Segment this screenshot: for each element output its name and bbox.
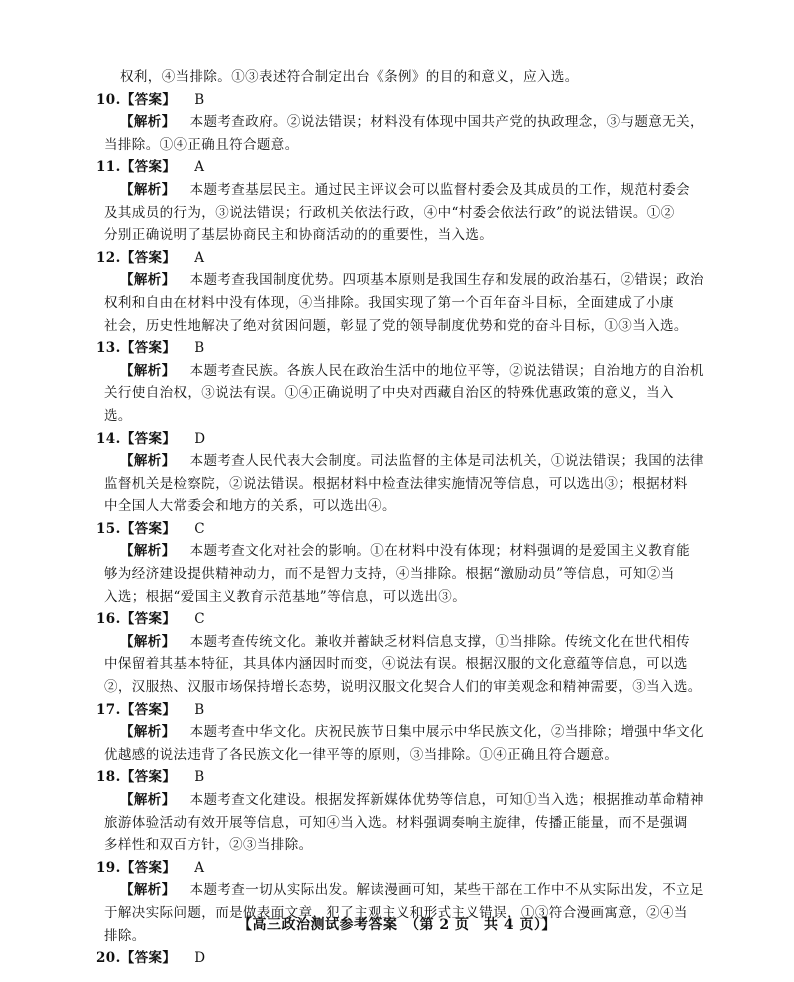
- analysis-text: 本题考查文化建设。根据发挥新媒体优势等信息，可知①当入选；根据推动革命精神: [189, 792, 704, 808]
- answer-value: B: [194, 701, 205, 718]
- analysis-text: 排除。: [104, 927, 146, 944]
- answer-tag: 【答案】: [120, 91, 177, 108]
- analysis-line-first: [104, 879, 704, 902]
- answer-tag: 【答案】: [120, 611, 177, 628]
- lead-line: 权利，④当排除。①③表述符合制定出台《条例》的目的和意义，应入选。: [120, 69, 579, 85]
- analysis-text: 关行使自治权，③说法有误。①④正确说明了中央对西藏自治区的特殊优惠政策的意义，当入: [104, 385, 674, 402]
- analysis-line-first: [104, 269, 704, 292]
- analysis-line: [104, 812, 694, 835]
- analysis-line: [104, 495, 694, 518]
- answer-line: [96, 156, 694, 179]
- analysis-text: 入选；根据“爱国主义教育示范基地”等信息，可以选出③。: [104, 588, 467, 605]
- analysis-text: 社会，历史性地解决了绝对贫困问题，彰显了党的领导制度优势和党的奋斗目标，①③当入选。: [104, 317, 688, 334]
- answer-content: [96, 66, 704, 970]
- answer-tag: 【答案】: [120, 430, 177, 447]
- analysis-text: 够为经济建设提供精神动力，而不是智力支持，④当排除。根据“激励动员”等信息，可知②当: [104, 566, 675, 583]
- answer-line: [96, 947, 694, 970]
- analysis-text: 选。: [104, 407, 132, 424]
- answer-tag: 【答案】: [120, 701, 177, 718]
- answer-line: [96, 247, 694, 270]
- analysis-line-first: [104, 540, 694, 563]
- analysis-line: [104, 676, 702, 699]
- analysis-line: [104, 834, 694, 857]
- analysis-line: [104, 224, 694, 247]
- page-footer: 【高三政治测试参考答案 （第 2 页 共 4 页）】: [238, 917, 556, 933]
- answer-line: [96, 699, 694, 722]
- analysis-text: 本题考查人民代表大会制度。司法监督的主体是司法机关，①说法错误；我国的法律: [189, 453, 704, 470]
- question-number: 15.: [96, 520, 121, 537]
- answer-line: [96, 766, 694, 789]
- analysis-tag: 【解析】: [120, 633, 176, 650]
- analysis-tag: 【解析】: [120, 724, 176, 741]
- analysis-text: 及其成员的行为，③说法错误；行政机关依法行政，④中“村委会依法行政”的说法错误。①②: [104, 204, 675, 221]
- answer-value: A: [194, 249, 205, 266]
- analysis-text: 中保留着其基本特征，其具体内涵因时而变，④说法有误。根据汉服的文化意蕴等信息，可以选: [104, 656, 688, 673]
- answer-value: A: [194, 859, 205, 876]
- analysis-text: 监督机关是检察院，②说法错误。根据材料中检查法律实施情况等信息，可以选出③；根据材料: [104, 475, 688, 492]
- answer-value: B: [194, 769, 205, 786]
- answer-value: C: [194, 611, 206, 628]
- analysis-text: 本题考查传统文化。兼收并蓄缺乏材料信息支撑，①当排除。传统文化在世代相传: [189, 633, 691, 650]
- question-number: 19.: [96, 859, 121, 876]
- analysis-text: 优越感的说法违背了各民族文化一律平等的原则，③当排除。①④正确且符合题意。: [104, 746, 619, 763]
- answer-tag: 【答案】: [120, 769, 177, 786]
- question-number: 13.: [96, 340, 121, 357]
- question-number: 17.: [96, 701, 121, 718]
- analysis-line: [104, 405, 694, 428]
- analysis-text: 本题考查中华文化。庆祝民族节日集中展示中华民族文化，②当排除；增强中华文化: [189, 724, 704, 741]
- analysis-line-first: [104, 631, 694, 654]
- analysis-line-first: [104, 360, 704, 383]
- answer-value: D: [194, 430, 206, 447]
- answer-tag: 【答案】: [120, 950, 177, 967]
- analysis-text: 权利和自由在材料中没有体现，④当排除。我国实现了第一个百年奋斗目标，全面建成了小康: [104, 294, 674, 311]
- analysis-text: 旅游体验活动有效开展等信息，可知④当入选。材料强调奏响主旋律，传播正能量，而不是强调: [104, 814, 688, 831]
- analysis-tag: 【解析】: [120, 792, 176, 808]
- analysis-line: [104, 563, 694, 586]
- question-number: 20.: [96, 950, 121, 967]
- analysis-line: [104, 473, 694, 496]
- answer-tag: 【答案】: [120, 249, 177, 266]
- analysis-text: 本题考查政府。②说法错误；材料没有体现中国共产党的执政理念，③与题意无关，: [189, 114, 704, 131]
- question-number: 16.: [96, 611, 121, 628]
- analysis-line-first: [104, 179, 694, 202]
- analysis-line: [104, 134, 694, 157]
- question-number: 14.: [96, 430, 121, 447]
- analysis-tag: 【解析】: [120, 453, 176, 470]
- analysis-line: [104, 292, 694, 315]
- analysis-tag: 【解析】: [120, 272, 176, 289]
- answer-line: [96, 857, 694, 880]
- answer-line: [96, 518, 694, 541]
- answer-value: B: [194, 91, 205, 108]
- analysis-line-first: [104, 450, 704, 473]
- question-number: 10.: [96, 91, 121, 108]
- answer-line: [96, 608, 694, 631]
- analysis-line: [104, 653, 694, 676]
- answer-value: C: [194, 520, 206, 537]
- question-number: 12.: [96, 249, 121, 266]
- analysis-text: 中全国人大常委会和地方的关系，可以选出④。: [104, 498, 396, 515]
- analysis-text: 本题考查民族。各族人民在政治生活中的地位平等，②说法错误；自治地方的自治机: [189, 362, 704, 379]
- answer-value: A: [194, 159, 205, 176]
- analysis-line-first: [104, 111, 704, 134]
- answer-line: [96, 337, 694, 360]
- analysis-text: 本题考查我国制度优势。四项基本原则是我国生存和发展的政治基石，②错误；政治: [189, 272, 704, 289]
- analysis-text: 于解决实际问题，而是做表面文章，犯了主观主义和形式主义错误，①③符合漫画寓意，②④当: [104, 904, 688, 921]
- analysis-tag: 【解析】: [120, 114, 176, 131]
- analysis-text: 多样性和双百方针，②③当排除。: [104, 837, 313, 854]
- analysis-tag: 【解析】: [120, 362, 176, 379]
- analysis-text: 本题考查文化对社会的影响。①在材料中没有体现；材料强调的是爱国主义教育能: [189, 543, 691, 560]
- analysis-text: 本题考查基层民主。通过民主评议会可以监督村委会及其成员的工作，规范村委会: [189, 181, 691, 198]
- analysis-line-first: [104, 721, 704, 744]
- analysis-line: [104, 315, 694, 338]
- answer-line: [96, 89, 694, 112]
- analysis-line: [104, 744, 694, 767]
- answer-line: [96, 428, 694, 451]
- answer-tag: 【答案】: [120, 340, 177, 357]
- answer-tag: 【答案】: [120, 159, 177, 176]
- analysis-line-first: [104, 789, 704, 812]
- answer-tag: 【答案】: [120, 520, 177, 537]
- question-number: 11.: [96, 159, 121, 176]
- analysis-tag: 【解析】: [120, 882, 176, 899]
- answer-value: D: [194, 950, 206, 967]
- analysis-text: 当排除。①④正确且符合题意。: [104, 136, 299, 153]
- analysis-line: [104, 382, 694, 405]
- question-number: 18.: [96, 769, 121, 786]
- analysis-tag: 【解析】: [120, 543, 176, 560]
- answer-tag: 【答案】: [120, 859, 177, 876]
- analysis-tag: 【解析】: [120, 181, 176, 198]
- analysis-line: [104, 586, 694, 609]
- analysis-line: [104, 202, 694, 225]
- analysis-text: 分别正确说明了基层协商民主和协商活动的的重要性，当入选。: [104, 227, 494, 244]
- analysis-text: 本题考查一切从实际出发。解读漫画可知，某些干部在工作中不从实际出发，不立足: [189, 882, 704, 899]
- answer-value: B: [194, 340, 205, 357]
- analysis-text: ②，汉服热、汉服市场保持增长态势，说明汉服文化契合人们的审美观念和精神需要，③当入选。: [104, 679, 702, 696]
